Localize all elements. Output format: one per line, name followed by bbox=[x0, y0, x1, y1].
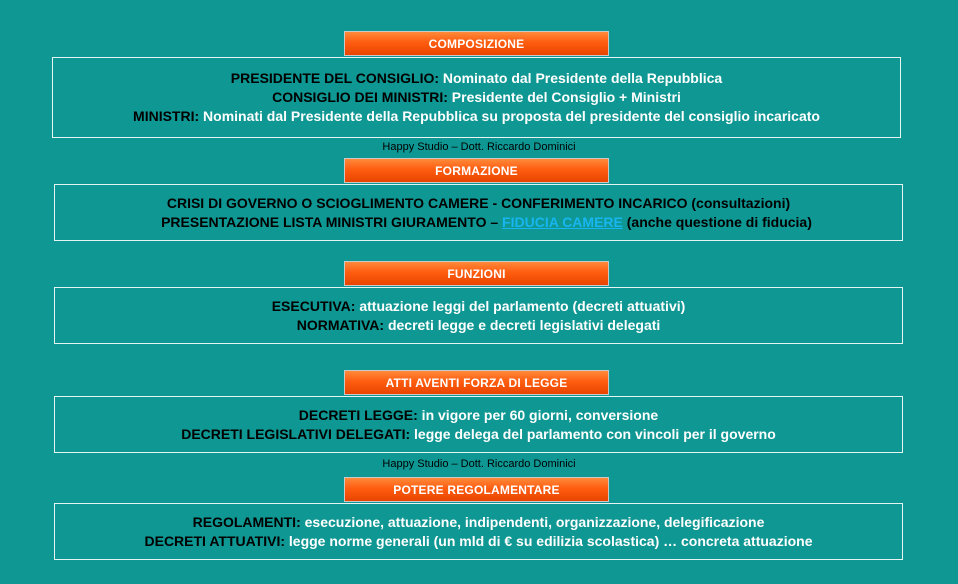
label-ministri: MINISTRI: bbox=[133, 108, 200, 124]
box-formazione bbox=[54, 184, 903, 241]
line-crisi: CRISI DI GOVERNO O SCIOGLIMENTO CAMERE - CONFERIMENTO INCARICO (consultazioni) bbox=[166, 194, 791, 211]
text-presentazione: PRESENTAZIONE LISTA MINISTRI GIURAMENTO – bbox=[161, 213, 503, 230]
value-ministri: Nominati dal Presidente della Repubblica su proposta del presidente del consiglio incaricato bbox=[199, 108, 820, 124]
link-fiducia-camere[interactable]: FIDUCIA CAMERE bbox=[502, 213, 623, 230]
box-funzioni bbox=[54, 287, 903, 344]
line-presentazione bbox=[145, 213, 812, 232]
line-presidente bbox=[231, 69, 722, 88]
value-regolamenti: esecuzione, attuazione, indipendenti, organizzazione, delegificazione bbox=[300, 513, 765, 530]
value-decreti-legge: in vigore per 60 giorni, conversione bbox=[417, 406, 659, 423]
label-consiglio: CONSIGLIO DEI MINISTRI: bbox=[272, 89, 448, 105]
label-regolamenti: REGOLAMENTI: bbox=[192, 513, 301, 530]
value-normativa: decreti legge e decreti legislativi delegati bbox=[384, 316, 661, 333]
value-esecutiva: attuazione leggi del parlamento (decreti attuativi) bbox=[355, 297, 686, 314]
label-presidente: PRESIDENTE DEL CONSIGLIO: bbox=[230, 70, 440, 86]
line-regolamenti bbox=[193, 513, 765, 532]
box-atti bbox=[54, 396, 903, 453]
value-decreti-legislativi: legge delega del parlamento con vincoli per il governo bbox=[410, 425, 776, 442]
header-regolamentare: POTERE REGOLAMENTARE bbox=[344, 477, 609, 502]
label-decreti-legge: DECRETI LEGGE: bbox=[298, 406, 418, 423]
value-presidente: Nominato dal Presidente della Repubblica bbox=[439, 70, 723, 86]
label-normativa: NORMATIVA: bbox=[296, 316, 385, 333]
line-consiglio bbox=[272, 88, 681, 107]
header-funzioni: FUNZIONI bbox=[344, 261, 609, 286]
header-formazione: FORMAZIONE bbox=[344, 158, 609, 183]
credit-text-2: Happy Studio – Dott. Riccardo Dominici bbox=[382, 458, 576, 470]
line-decreti-legge bbox=[299, 406, 658, 425]
header-atti: ATTI AVENTI FORZA DI LEGGE bbox=[344, 370, 609, 395]
box-composizione bbox=[52, 57, 901, 138]
line-ministri bbox=[133, 107, 820, 126]
label-esecutiva: ESECUTIVA: bbox=[271, 297, 356, 314]
line-esecutiva bbox=[272, 297, 686, 316]
value-decreti-attuativi: legge norme generali (un mld di € su edilizia scolastica) … concreta attuazione bbox=[285, 532, 813, 549]
text-questione-fiducia: (anche questione di fiducia) bbox=[622, 213, 812, 230]
header-composizione: COMPOSIZIONE bbox=[344, 31, 609, 56]
box-regolamentare bbox=[54, 503, 903, 560]
label-decreti-attuativi: DECRETI ATTUATIVI: bbox=[144, 532, 286, 549]
credit-text: Happy Studio – Dott. Riccardo Dominici bbox=[382, 141, 576, 153]
line-decreti-legislativi bbox=[181, 425, 776, 444]
label-decreti-legislativi: DECRETI LEGISLATIVI DELEGATI: bbox=[181, 425, 411, 442]
line-normativa bbox=[297, 316, 661, 335]
value-consiglio: Presidente del Consiglio + Ministri bbox=[447, 89, 681, 105]
line-decreti-attuativi bbox=[145, 532, 813, 551]
